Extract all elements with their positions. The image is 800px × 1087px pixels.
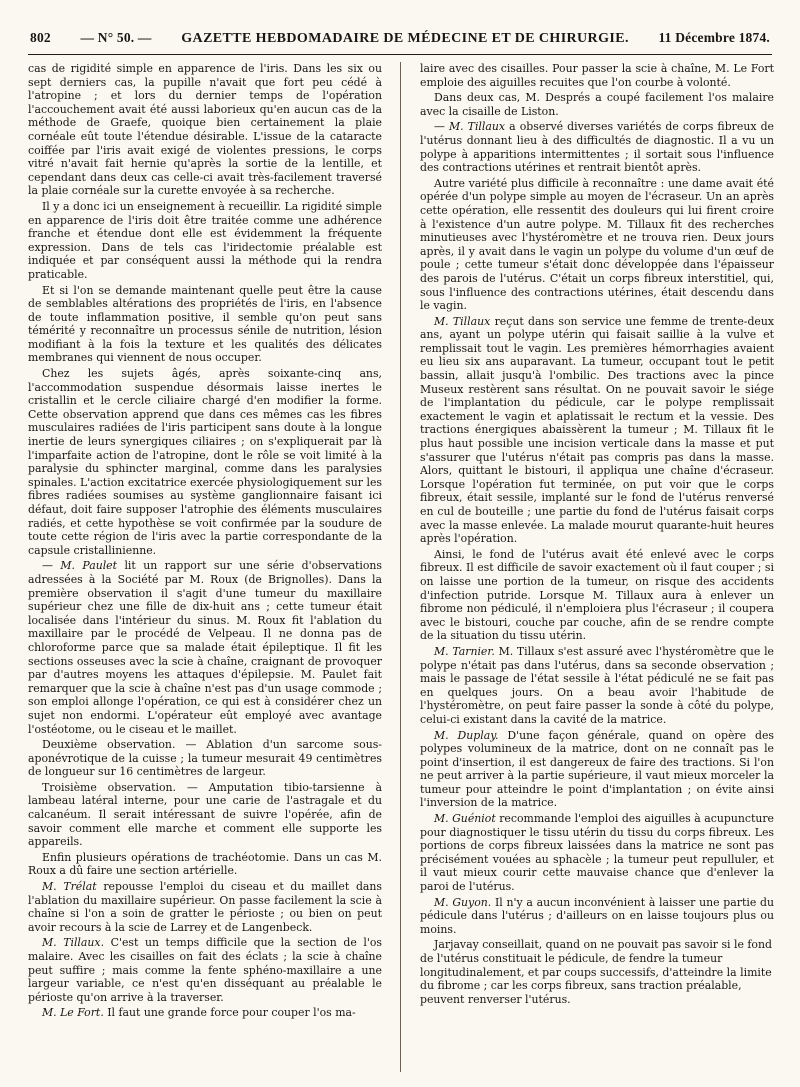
- speaker-name: M. Le Fort.: [42, 1006, 104, 1020]
- paragraph: Enfin plusieurs opérations de trachéotomie. Dans un cas M. Roux a dû faire une section artérielle.: [28, 850, 382, 878]
- speaker-name: M. Tillaux: [434, 314, 491, 328]
- speaker-name: M. Guéniot: [434, 812, 496, 826]
- speaker-name: M. Tillaux.: [42, 936, 105, 950]
- paragraph: Et si l'on se demande maintenant quelle peut être la cause de semblables altérations des propriétés de l'iris, en l'absence de toute inflammation positive, il semble qu'on peut sans témérité y reconnaître un processus sénile de nutrition, lésion modifiant à la fois la texture et les qualités des délicates membranes qui viennent de nous occuper.: [28, 283, 382, 365]
- paragraph: M. Tarnier. M. Tillaux s'est assuré avec l'hystéromètre que le polype n'était pas dans l'utérus, dans sa seconde observation ; mais le passage de l'état sessile à l'état pédiculé ne se fait pas en quelques jours. On a beau avoir l'habitude de l'hystéromètre, on peut faire passer la sonde à côté du polype, celui-ci existant dans la cavité de la matrice.: [420, 644, 774, 726]
- speaker-name: — M. Paulet: [42, 559, 118, 573]
- speaker-name: M. Guyon.: [434, 895, 492, 909]
- paragraph: laire avec des cisailles. Pour passer la scie à chaîne, M. Le Fort emploie des aiguilles recuites que l'on courbe à volonté.: [420, 62, 774, 89]
- paragraph: M. Duplay. D'une façon générale, quand on opère des polypes volumineux de la matrice, dont on ne connaît pas le point d'insertion, il est dangereux de faire des tractions. Si l'on ne peut arriver à la partie supérieure, il vaut mieux morceler la tumeur pour atteindre le point d'implantation ; on évite ainsi l'inversion de la matrice.: [420, 728, 774, 810]
- paragraph: Autre variété plus difficile à reconnaître : une dame avait été opérée d'un polype simple au moyen de l'écraseur. Un an après cette opération, elle ressentit des douleurs qui lui firent croire à l'existence d'un autre polype. M. Tillaux fit des recherches minutieuses avec l'hystéromètre et ne trouva rien. Deux jours après, il y avait dans le vagin un polype du volume d'un œuf de poule ; cette tumeur s'était donc développée dans l'épaisseur des parois de l'utérus. C'était un corps fibreux interstitiel, qui, sous l'influence des contractions utérines, était descendu dans le vagin.: [420, 176, 774, 313]
- paragraph: Chez les sujets âgés, après soixante-cinq ans, l'accommodation suspendue désormais laisse inertes le cristallin et le cercle ciliaire chargé d'en modifier la forme. Cette observation apprend que dans ces mêmes cas les fibres musculaires radiées de l'iris participent sans doute à la longue inertie de leurs synergiques ciliaires ; on s'expliquerait par là l'imparfaite action de l'atropine, dont le rôle se voit limité à la paralysie du sphincter marginal, comme dans les paralysies spinales. L'action excitatrice exercée physiologiquement sur les fibres radiées soumises au système ganglionnaire faisant ici défaut, doit faire supposer l'atrophie des éléments musculaires radiés, et cette hypothèse se voit confirmée par la soudure de toute cette région de l'iris avec la partie correspondante de la capsule cristallinienne.: [28, 367, 382, 557]
- header-rule: [28, 54, 772, 55]
- journal-title: GAZETTE HEBDOMADAIRE DE MÉDECINE ET DE CHIRURGIE.: [181, 31, 629, 46]
- paragraph: cas de rigidité simple en apparence de l'iris. Dans les six ou sept derniers cas, la pupille n'avait que fort peu cédé à l'atropine ; et lors du dernier temps de l'opération l'accouchement avait été aussi laborieux qu'en aucun cas de la méthode de Graefe, quoique bien certainement la plaie cornéale eût toute l'étendue désirable. L'issue de la cataracte coiffée par l'iris avait exigé de violentes pressions, le corps vitré n'avait fait hernie qu'après la sortie de la lentille, et cependant dans deux cas celle-ci avait très-facilement traversé la plaie cornéale sur la curette envoyée à sa recherche.: [28, 62, 382, 198]
- paragraph: Jarjavay conseillait, quand on ne pouvait pas savoir si le fond de l'utérus constituait le pédicule, de fendre la tumeur longitudinalement, et par coups successifs, d'atteindre la limite du fibrome ; car les corps fibreux, sans traction préalable, peuvent renverser l'utérus.: [420, 938, 772, 1006]
- paragraph: — M. Tillaux a observé diverses variétés de corps fibreux de l'utérus donnant lieu à des difficultés de diagnostic. Il a vu un polype à apparitions intermittentes ; il sortait sous l'influence des contractions utérines et rentrait bientôt après.: [420, 120, 774, 175]
- paragraph: Deuxième observation. — Ablation d'un sarcome sous-aponévrotique de la cuisse ; la tumeur mesurait 49 centimètres de longueur sur 16 centimètres de largeur.: [28, 738, 382, 779]
- page-header: [30, 30, 770, 50]
- issue-date: 11 Décembre 1874.: [658, 30, 770, 45]
- page-number: 802: [30, 30, 51, 45]
- paragraph: Dans deux cas, M. Després a coupé facilement l'os malaire avec la cisaille de Liston.: [420, 91, 774, 118]
- paragraph: Ainsi, le fond de l'utérus avait été enlevé avec le corps fibreux. Il est difficile de savoir exactement où il faut couper ; si on laisse une portion de la tumeur, on risque des accidents d'infection putride. Lorsque M. Tillaux aura à enlever un fibrome non pédiculé, il n'emploiera plus l'écraseur ; il coupera avec le bistouri, couche par couche, afin de se rendre compte de la situation du tissu utérin.: [420, 547, 774, 643]
- speaker-name: M. Tarnier.: [434, 644, 495, 658]
- right-column: [420, 62, 774, 1080]
- speaker-name: M. Duplay.: [434, 728, 499, 742]
- speaker-name: — M. Tillaux: [434, 120, 506, 134]
- paragraph: M. Guéniot recommande l'emploi des aiguilles à acupuncture pour diagnostiquer le tissu utérin du tissu du corps fibreux. Les portions de corps fibreux laissées dans la matrice ne sont pas précisément vouées au sphacèle ; la tumeur peut repulluler, et il vaut mieux courir cette mauvaise chance que d'enlever la paroi de l'utérus.: [420, 812, 774, 894]
- speaker-name: M. Trélat: [42, 880, 97, 894]
- left-column: [28, 62, 382, 1080]
- paragraph: — M. Paulet lit un rapport sur une série d'observations adressées à la Société par M. Roux (de Brignolles). Dans la première observation il s'agit d'une tumeur du maxillaire supérieur chez une fille de dix-huit ans ; cette tumeur était localisée dans l'intérieur du sinus. M. Roux fit l'ablation du maxillaire par le procédé de Velpeau. Il ne donna pas de chloroforme parce que sa malade était épileptique. Il fit les sections osseuses avec la scie à chaîne, craignant de provoquer par d'autres moyens les attaques d'épilepsie. M. Paulet fait remarquer que la scie à chaîne n'est pas d'un usage commode ; son emploi allonge l'opération, ce qui est à considérer chez un sujet non endormi. L'opérateur eût employé avec avantage l'ostéotome, ou le ciseau et le maillet.: [28, 559, 382, 736]
- paragraph: Il y a donc ici un enseignement à recueillir. La rigidité simple en apparence de l'iris doit être traitée comme une adhérence franche et étendue dont elle est évidemment la fréquente expression. Dans de tels cas l'iridectomie préalable est indiquée et par conséquent aussi la méthode qui la rendra praticable.: [28, 199, 382, 281]
- paragraph: M. Tillaux reçut dans son service une femme de trente-deux ans, ayant un polype utérin qui faisait saillie à la vulve et remplissait tout le vagin. Les premières hémorrhagies avaient eu lieu six ans auparavant. La tumeur, occupant tout le petit bassin, allait jusqu'à l'ombilic. Des tractions avec la pince Museux restèrent sans résultat. On ne pouvait savoir le siége de l'implantation du pédicule, car le polype remplissait exactement le vagin et aplatissait le rectum et la vessie. Des tractions énergiques abaissèrent la tumeur ; M. Tillaux fit le plus haut possible une incision verticale dans la masse et put s'assurer que l'utérus n'était pas compris pas dans la masse. Alors, quittant le bistouri, il appliqua une chaîne d'écraseur. Lorsque l'opération fut terminée, on put voir que le corps fibreux, était sessile, implanté sur le fond de l'utérus renversé en cul de bouteille ; une partie du fond de l'utérus faisait corps avec la masse enlevée. La malade mourut quarante-huit heures après l'opération.: [420, 314, 774, 546]
- column-divider: [400, 62, 401, 1072]
- paragraph: M. Le Fort. Il faut une grande force pour couper l'os ma-: [42, 1006, 356, 1020]
- paragraph: M. Trélat repousse l'emploi du ciseau et du maillet dans l'ablation du maxillaire supérieur. On passe facilement la scie à chaîne si l'on a soin de gratter le périoste ; ou bien on peut avoir recours à la scie de Larrey et de Langenbeck.: [28, 880, 382, 934]
- issue-number: — N° 50. —: [80, 30, 152, 45]
- paragraph: M. Tillaux. C'est un temps difficile que la section de l'os malaire. Avec les cisailles on fait des éclats ; la scie à chaîne peut suffire ; mais comme la fente sphéno-maxillaire a une largeur variable, ce n'est qu'en disséquant au préalable le périoste qu'on arrive à la traverser.: [28, 936, 382, 1004]
- paragraph: Troisième observation. — Amputation tibio-tarsienne à lambeau latéral interne, pour une carie de l'astragale et du calcanéum. Il serait intéressant de suivre l'opérée, afin de savoir comment elle marche et comment elle supporte les appareils.: [28, 780, 382, 849]
- paragraph: M. Guyon. Il n'y a aucun inconvénient à laisser une partie du pédicule dans l'utérus ; d'ailleurs on en laisse toujours plus ou moins.: [420, 895, 774, 936]
